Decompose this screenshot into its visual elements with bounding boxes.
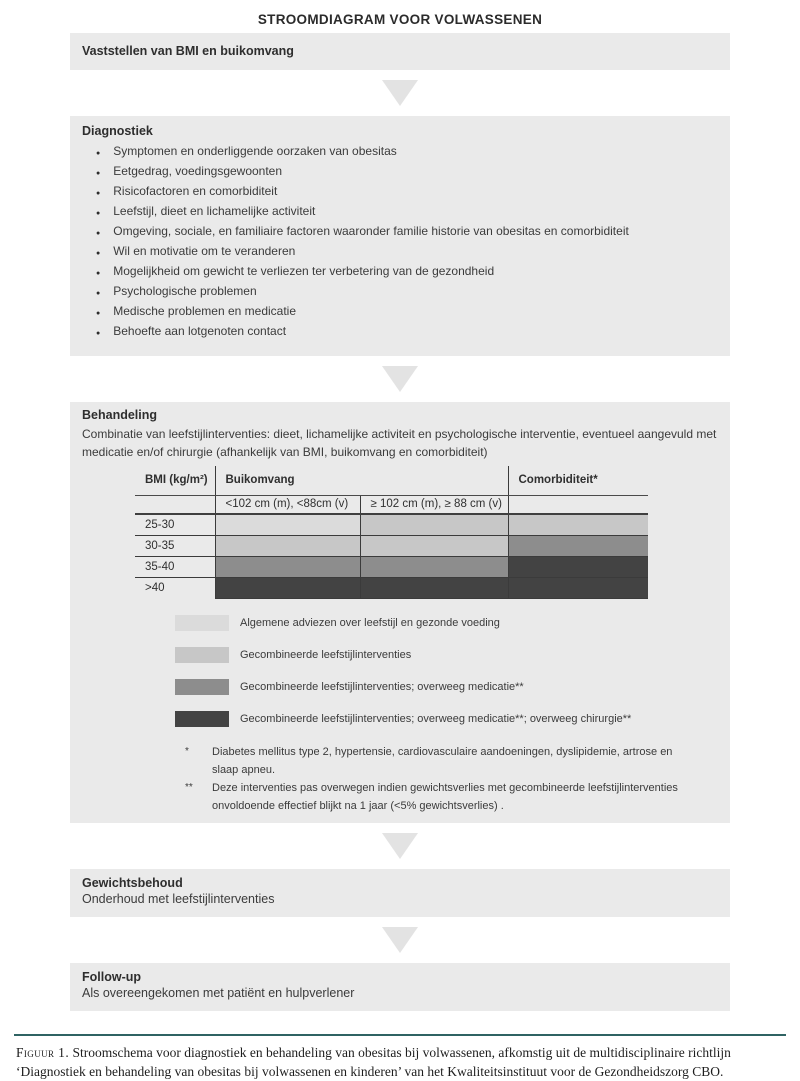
bmi-row-label: 25-30 [135, 514, 215, 535]
empty-cell [135, 495, 215, 514]
bmi-table [135, 466, 648, 599]
bullet-icon: ● [96, 210, 101, 217]
down-arrow-icon [382, 366, 418, 392]
footnote-item [185, 779, 718, 815]
figure-title: STROOMDIAGRAM VOOR VOLWASSENEN [257, 12, 543, 27]
diagnostiek-item-text: Medische problemen en medicatie [113, 304, 296, 318]
bullet-icon: ● [96, 310, 101, 317]
footnote-marker: * [185, 745, 189, 757]
diagnostiek-item [95, 225, 718, 240]
box-vaststellen [70, 33, 730, 70]
footnote-marker: ** [185, 781, 193, 793]
footnote-text: Diabetes mellitus type 2, hypertensie, cardiovasculaire aandoeningen, dyslipidemie, artrose en slaap apneu. [212, 745, 673, 776]
treatment-cell [215, 556, 360, 577]
followup-title: Follow-up [82, 969, 142, 984]
down-arrow-icon [382, 927, 418, 953]
treatment-cell [360, 535, 508, 556]
box-behandeling [70, 402, 730, 823]
gewichtsbehoud-title: Gewichtsbehoud [82, 875, 183, 890]
table-row [135, 556, 648, 577]
bmi-row-label: >40 [145, 581, 165, 594]
bullet-icon: ● [96, 250, 101, 257]
footnotes [185, 743, 718, 815]
legend-item [175, 647, 718, 663]
bmi-row-label: 30-35 [135, 535, 215, 556]
diagnostiek-title: Diagnostiek [82, 124, 153, 138]
waist-subheader-cell: <102 cm (m), <88cm (v) [215, 495, 360, 514]
legend-swatch [175, 647, 229, 663]
diagnostiek-item [95, 325, 718, 340]
caption-text: Stroomschema voor diagnostiek en behandeling van obesitas bij volwassenen, afkomstig uit de multidisciplinaire richtlijn ‘Diagnostiek en behandeling van obesitas bij volwassenen en kinderen’ van het Kwaliteitsinstituut voor de Gezondheidszorg CBO. [16, 1044, 731, 1079]
treatment-legend [175, 615, 718, 727]
treatment-cell [508, 535, 648, 556]
treatment-cell [360, 577, 508, 598]
table-row [135, 514, 648, 535]
bullet-icon: ● [96, 230, 101, 237]
diagnostiek-item [95, 185, 718, 200]
box-followup [70, 963, 730, 1011]
caption-label: Figuur 1. [16, 1044, 70, 1060]
comorbiditeit-header-cell: Comorbiditeit* [508, 466, 648, 495]
down-arrow-icon [382, 833, 418, 859]
flowchart [70, 33, 730, 1011]
diagnostiek-item [95, 165, 718, 180]
empty-cell [508, 495, 648, 514]
behandeling-intro: Combinatie van leefstijlinterventies: dieet, lichamelijke activiteit en psychologische interventie, eventueel aangevuld met medicatie en/of chirurgie (afhankelijk van BMI, buikomvang en comorbiditeit) [82, 427, 717, 459]
diagnostiek-item-text: Omgeving, sociale, en familiaire factoren waaronder familie historie van obesitas en comorbiditeit [113, 224, 629, 238]
treatment-cell [508, 514, 648, 535]
table-subheader-row [135, 495, 648, 514]
legend-swatch [175, 679, 229, 695]
treatment-cell [360, 514, 508, 535]
behandeling-title: Behandeling [82, 408, 158, 422]
legend-label: Gecombineerde leefstijlinterventies [240, 648, 412, 661]
bmi-header-cell: BMI (kg/m²) [135, 466, 215, 495]
table-row [135, 577, 648, 598]
diagnostiek-item-text: Behoefte aan lotgenoten contact [113, 324, 287, 338]
legend-label: Gecombineerde leefstijlinterventies; overweeg medicatie**; overweeg chirurgie** [240, 712, 632, 725]
down-arrow-icon [382, 80, 418, 106]
legend-item [175, 711, 718, 727]
gewichtsbehoud-subtitle: Onderhoud met leefstijlinterventies [82, 891, 275, 906]
table-row [135, 535, 648, 556]
legend-item [175, 615, 718, 631]
diagnostiek-item-text: Eetgedrag, voedingsgewoonten [113, 164, 283, 178]
treatment-cell [215, 535, 360, 556]
diagnostiek-item [95, 285, 718, 300]
buikomvang-header-cell: Buikomvang [215, 466, 508, 495]
bullet-icon: ● [96, 150, 101, 157]
legend-label: Gecombineerde leefstijlinterventies; overweeg medicatie** [240, 680, 524, 693]
bullet-icon: ● [96, 270, 101, 277]
diagnostiek-list [95, 145, 718, 340]
diagnostiek-item-text: Risicofactoren en comorbiditeit [113, 184, 278, 198]
diagnostiek-item [95, 245, 718, 260]
diagnostiek-item [95, 265, 718, 280]
treatment-cell [360, 556, 508, 577]
bullet-icon: ● [96, 170, 101, 177]
legend-item [175, 679, 718, 695]
treatment-cell [508, 556, 648, 577]
diagnostiek-item-text: Leefstijl, dieet en lichamelijke activiteit [113, 204, 316, 218]
box-gewichtsbehoud [70, 869, 730, 917]
figure-caption [16, 1043, 784, 1081]
treatment-cell [215, 514, 360, 535]
diagnostiek-item-text: Psychologische problemen [113, 284, 257, 298]
diagnostiek-item-text: Symptomen en onderliggende oorzaken van obesitas [113, 144, 397, 158]
treatment-cell [508, 577, 648, 598]
diagnostiek-item-text: Wil en motivatie om te veranderen [113, 244, 296, 258]
caption-rule [14, 1034, 786, 1036]
diagnostiek-item-text: Mogelijkheid om gewicht te verliezen ter verbetering van de gezondheid [113, 264, 495, 278]
legend-swatch [175, 711, 229, 727]
diagnostiek-item [95, 145, 718, 160]
legend-swatch [175, 615, 229, 631]
footnote-text: Deze interventies pas overwegen indien gewichtsverlies met gecombineerde leefstijlinterventies onvoldoende effectief blijkt na 1 jaar (<5% gewichtsverlies) . [212, 781, 678, 812]
box-diagnostiek [70, 116, 730, 356]
followup-subtitle: Als overeengekomen met patiënt en hulpverlener [82, 985, 355, 1000]
diagnostiek-item [95, 305, 718, 320]
bullet-icon: ● [96, 330, 101, 337]
diagnostiek-item [95, 205, 718, 220]
bullet-icon: ● [96, 290, 101, 297]
vaststellen-title: Vaststellen van BMI en buikomvang [82, 44, 294, 58]
legend-label: Algemene adviezen over leefstijl en gezonde voeding [240, 616, 500, 629]
footnote-item [185, 743, 718, 779]
bmi-row-label: 35-40 [135, 556, 215, 577]
treatment-cell [215, 577, 360, 598]
waist-subheader-cell: ≥ 102 cm (m), ≥ 88 cm (v) [360, 495, 508, 514]
table-header-row [135, 466, 648, 495]
bullet-icon: ● [96, 190, 101, 197]
